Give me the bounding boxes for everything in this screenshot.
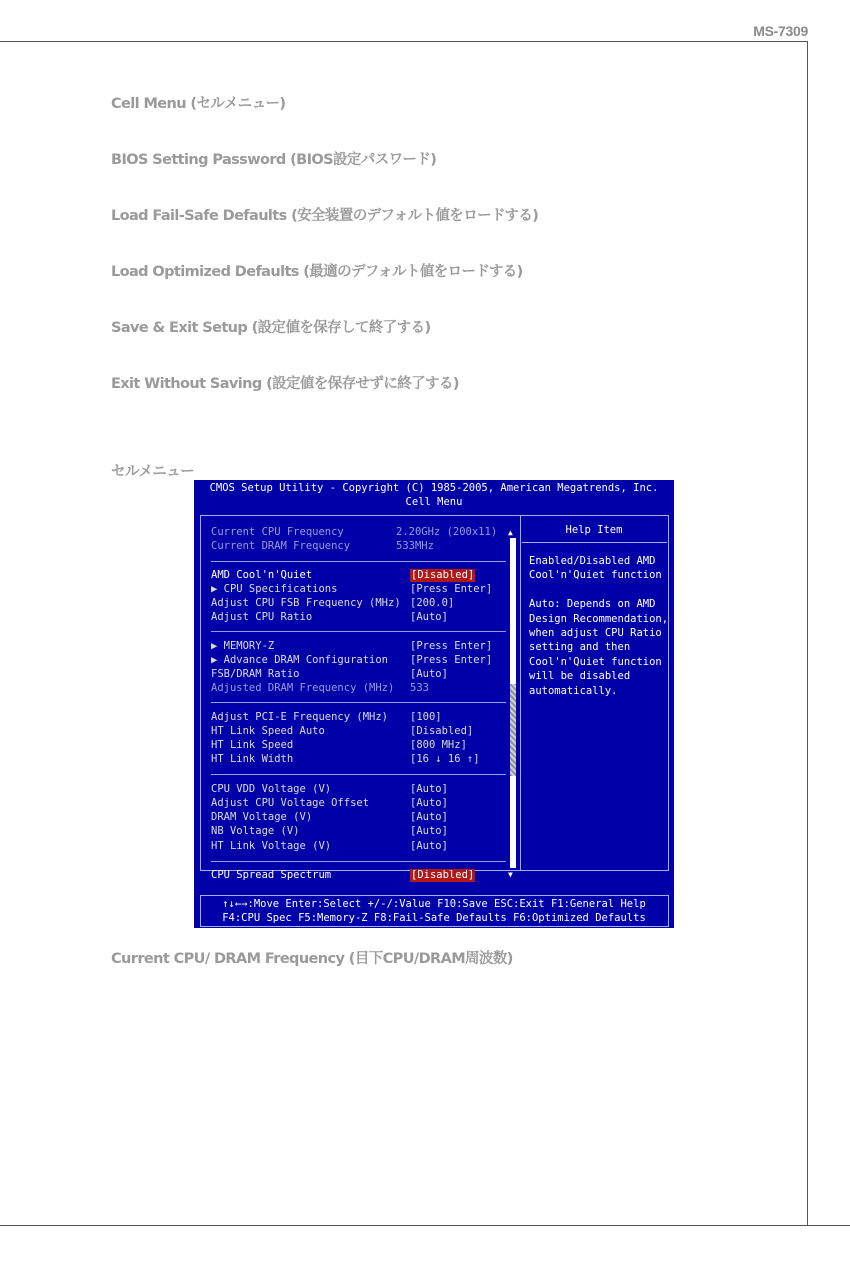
bottom-rule (0, 1225, 850, 1226)
bios-row-dram-voltage[interactable]: DRAM Voltage (V) [Auto] (211, 811, 448, 823)
help-line: Cool'n'Quiet function (529, 656, 662, 668)
bios-row-cpu-fsb-frequency[interactable]: Adjust CPU FSB Frequency (MHz) [200.0] (211, 597, 455, 609)
bios-row-ht-link-width[interactable]: HT Link Width [16 ↓ 16 ↑] (211, 753, 480, 765)
heading-exit-without-saving: Exit Without Saving (設定値を保存せずに終了する) (111, 376, 459, 392)
bios-row-cpu-voltage-offset[interactable]: Adjust CPU Voltage Offset [Auto] (211, 797, 448, 809)
help-line: Enabled/Disabled AMD (529, 555, 656, 567)
section-title: セルメニュー (111, 464, 194, 480)
bios-row-cpu-vdd-voltage[interactable]: CPU VDD Voltage (V) [Auto] (211, 783, 448, 795)
help-panel-separator (522, 542, 667, 543)
bios-row-ht-link-speed-auto[interactable]: HT Link Speed Auto [Disabled] (211, 725, 474, 737)
help-line: setting and then (529, 641, 631, 653)
bios-row-current-dram-frequency: Current DRAM Frequency 533MHz (211, 540, 434, 552)
bios-footer-keys-line-2: F4:CPU Spec F5:Memory-Z F8:Fail-Safe Defaults F6:Optimized Defaults (222, 912, 646, 924)
heading-bios-password: BIOS Setting Password (BIOS設定パスワード) (111, 152, 437, 168)
bios-row-cpu-ratio[interactable]: Adjust CPU Ratio [Auto] (211, 611, 448, 623)
bios-row-advance-dram[interactable]: ▶ Advance DRAM Configuration [Press Enter] (211, 654, 493, 666)
bios-row-cpu-spread-spectrum[interactable]: CPU Spread Spectrum [Disabled] (211, 869, 475, 881)
right-rule (807, 41, 808, 1226)
bios-footer-keys-line-1: ↑↓←→:Move Enter:Select +/-/:Value F10:Save ESC:Exit F1:General Help (222, 898, 646, 910)
help-line: automatically. (529, 685, 618, 697)
heading-fail-safe: Load Fail-Safe Defaults (安全装置のデフォルト値をロードする) (111, 208, 539, 224)
bios-scrollbar-thumb[interactable] (510, 684, 516, 776)
bios-title: CMOS Setup Utility - Copyright (C) 1985-2005, American Megatrends, Inc. (209, 482, 659, 494)
bios-row-pcie-frequency[interactable]: Adjust PCI-E Frequency (MHz) [100] (211, 711, 442, 723)
bios-row-current-cpu-frequency: Current CPU Frequency 2.20GHz (200x11) (211, 526, 498, 538)
heading-save-exit: Save & Exit Setup (設定値を保存して終了する) (111, 320, 431, 336)
bios-separator (211, 861, 506, 862)
help-line: will be disabled (529, 670, 631, 682)
bios-separator (211, 561, 506, 562)
bios-row-adjusted-dram-frequency: Adjusted DRAM Frequency (MHz) 533 (211, 682, 429, 694)
bios-row-memory-z[interactable]: ▶ MEMORY-Z [Press Enter] (211, 640, 493, 652)
heading-optimized: Load Optimized Defaults (最適のデフォルト値をロードする) (111, 264, 523, 280)
bios-row-ht-link-voltage[interactable]: HT Link Voltage (V) [Auto] (211, 840, 448, 852)
caption-current-frequency: Current CPU/ DRAM Frequency (目下CPU/DRAM周波数) (111, 951, 513, 967)
top-rule (0, 41, 808, 42)
help-line: Design Recommendation, (529, 613, 669, 625)
heading-cell-menu: Cell Menu (セルメニュー) (111, 96, 286, 112)
page-model-number: MS-7309 (753, 23, 808, 39)
bios-row-ht-link-speed[interactable]: HT Link Speed [800 MHz] (211, 739, 467, 751)
bios-row-nb-voltage[interactable]: NB Voltage (V) [Auto] (211, 825, 448, 837)
bios-row-amd-cool-n-quiet[interactable]: AMD Cool'n'Quiet [Disabled] (211, 569, 475, 581)
bios-separator (211, 702, 506, 703)
help-line: Auto: Depends on AMD (529, 598, 656, 610)
help-panel-title: Help Item (565, 524, 623, 536)
bios-separator (211, 631, 506, 632)
bios-subtitle: Cell Menu (405, 496, 463, 508)
bios-row-fsb-dram-ratio[interactable]: FSB/DRAM Ratio [Auto] (211, 668, 448, 680)
bios-separator (211, 774, 506, 775)
bios-panel-divider (520, 516, 521, 870)
scroll-up-arrow-icon[interactable]: ▲ (508, 528, 513, 537)
bios-screenshot (194, 480, 674, 928)
bios-row-cpu-specifications[interactable]: ▶ CPU Specifications [Press Enter] (211, 583, 493, 595)
scroll-down-arrow-icon[interactable]: ▼ (508, 870, 513, 879)
help-line: when adjust CPU Ratio (529, 627, 662, 639)
help-line: Cool'n'Quiet function (529, 569, 662, 581)
